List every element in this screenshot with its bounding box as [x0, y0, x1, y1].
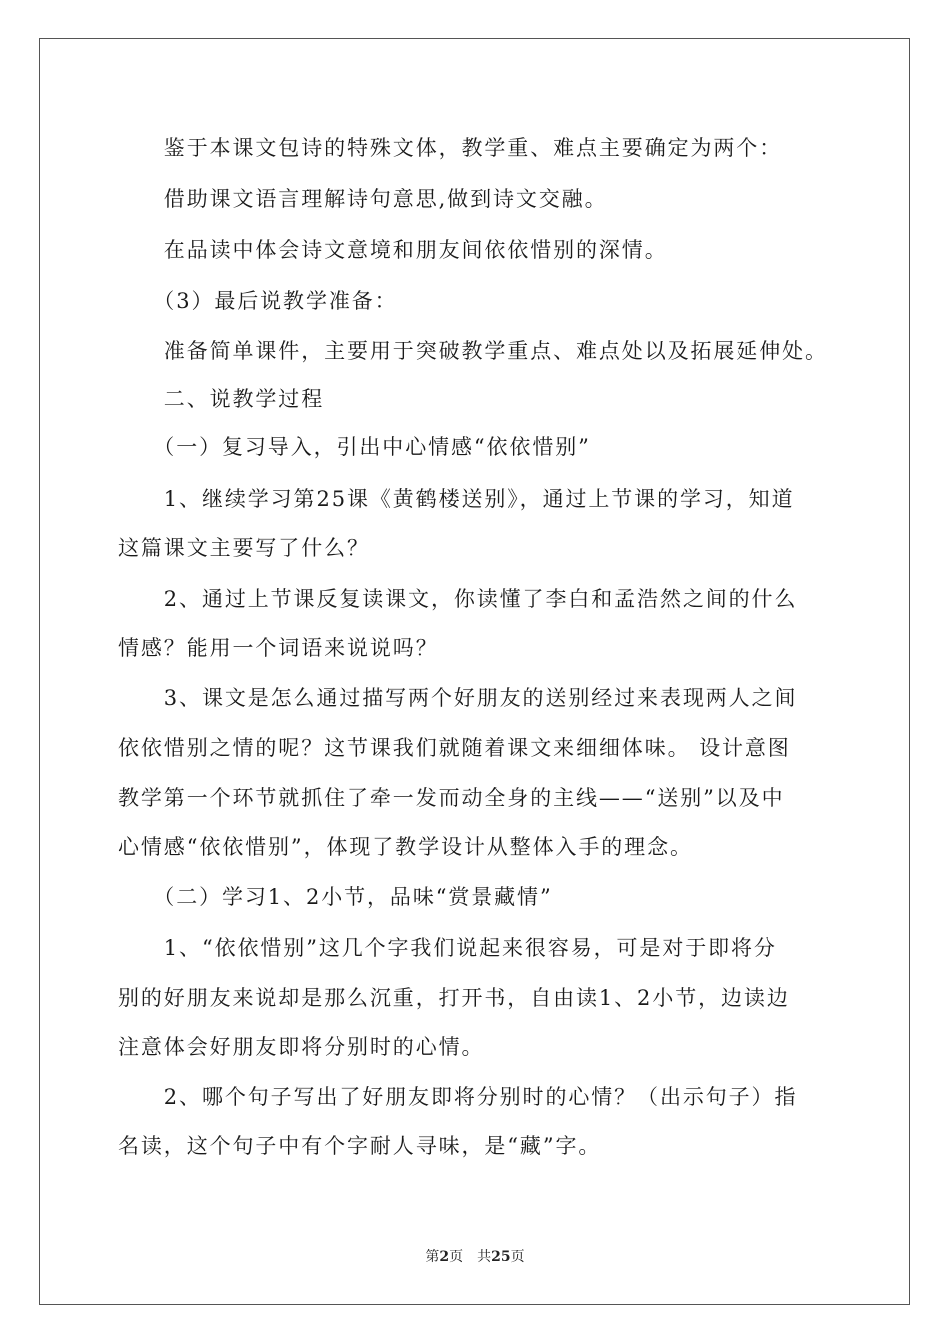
text-line: 依依惜别之情的呢？这节课我们就随着课文来细细体味。 设计意图 — [118, 736, 791, 760]
section-heading: 二、说教学过程 — [118, 387, 325, 411]
text-line: 情感？能用一个词语来说说吗？ — [118, 636, 439, 660]
text-line: 准备简单课件，主要用于突破教学重点、难点处以及拓展延伸处。 — [118, 339, 828, 363]
subsection-heading: （一）复习导入，引出中心情感“依依惜别” — [118, 435, 591, 459]
total-page-count: 25 — [491, 1249, 511, 1265]
text-line: 这篇课文主要写了什么？ — [118, 536, 370, 560]
text-line: （3）最后说教学准备： — [118, 289, 398, 313]
text-line: 心情感“依依惜别”，体现了教学设计从整体入手的理念。 — [118, 835, 693, 859]
text-line: 1、“依依惜别”这几个字我们说起来很容易，可是对于即将分 — [118, 936, 777, 960]
text-line: 借助课文语言理解诗句意思,做到诗文交融。 — [118, 187, 608, 211]
subsection-heading: （二）学习1、2小节，品味“赏景藏情” — [118, 885, 553, 909]
text-line: 鉴于本课文包诗的特殊文体，教学重、难点主要确定为两个： — [118, 136, 783, 160]
page-border — [39, 38, 910, 1305]
page-footer — [0, 1247, 950, 1267]
text-line: 在品读中体会诗文意境和朋友间依依惜别的深情。 — [118, 238, 668, 262]
page-label-suffix: 页 — [510, 1249, 525, 1265]
text-line: 1、继续学习第25课《黄鹤楼送别》，通过上节课的学习，知道 — [118, 487, 795, 511]
page-label-prefix: 第 — [425, 1249, 440, 1265]
page-label-mid: 页 共 — [449, 1249, 492, 1265]
text-line: 名读，这个句子中有个字耐人寻味，是“藏”字。 — [118, 1134, 602, 1158]
text-line: 2、通过上节课反复读课文，你读懂了李白和孟浩然之间的什么 — [118, 587, 798, 611]
text-line: 别的好朋友来说却是那么沉重，打开书，自由读1、2小节，边读边 — [118, 986, 790, 1010]
text-line: 3、课文是怎么通过描写两个好朋友的送别经过来表现两人之间 — [118, 686, 798, 710]
text-line: 教学第一个环节就抓住了牵一发而动全身的主线——“送别”以及中 — [118, 786, 785, 810]
text-line: 2、哪个句子写出了好朋友即将分别时的心情？（出示句子）指 — [118, 1085, 798, 1109]
current-page-number: 2 — [439, 1249, 450, 1265]
text-line: 注意体会好朋友即将分别时的心情。 — [118, 1035, 485, 1059]
